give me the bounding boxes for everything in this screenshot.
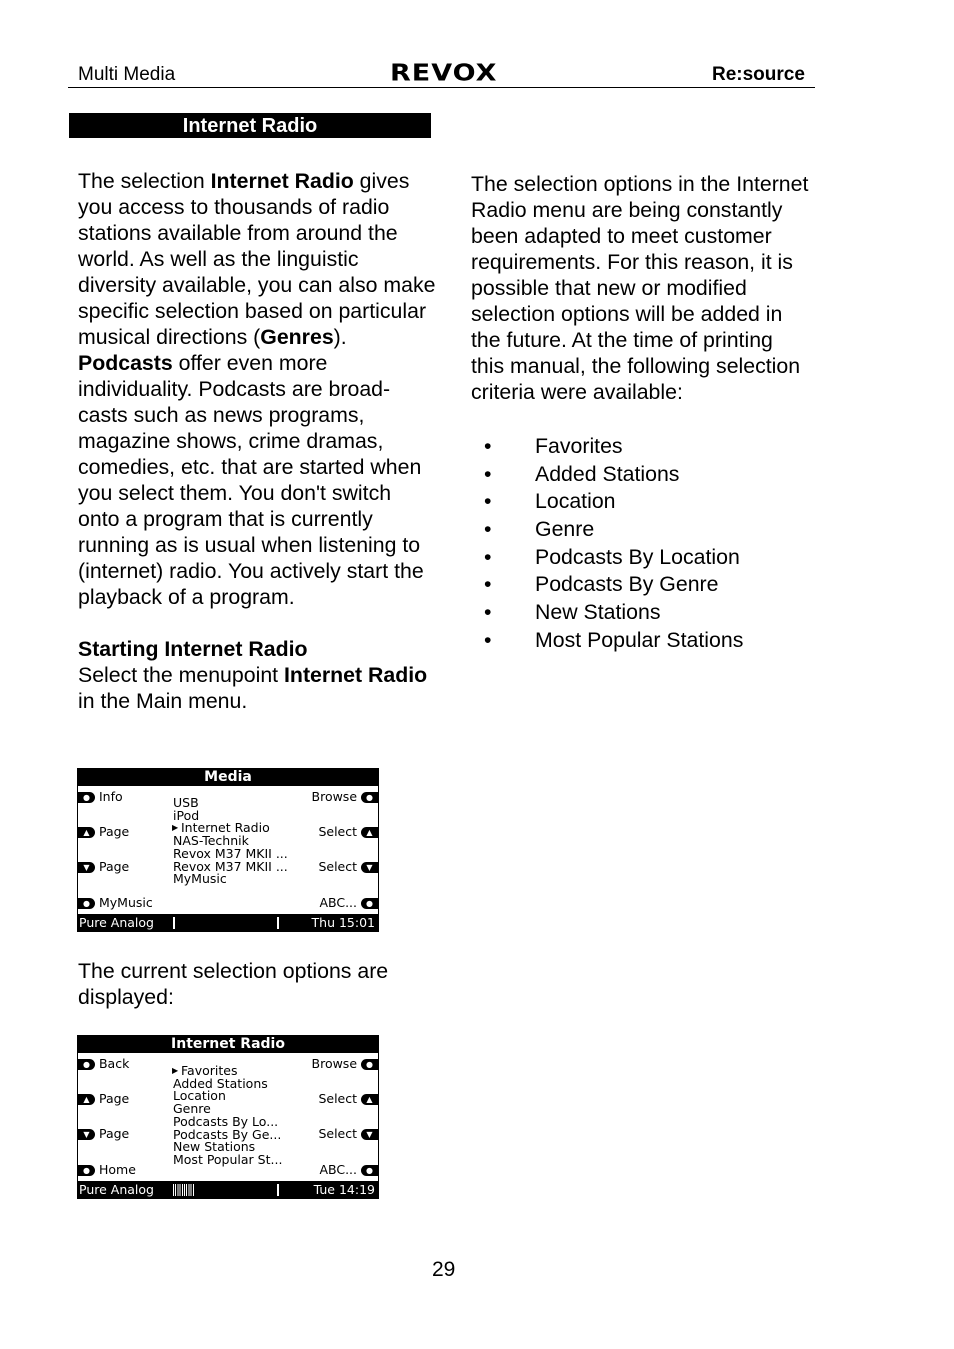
softkey-select-up: Select ▲	[318, 1092, 378, 1106]
softkey-page-down: ▼ Page	[78, 1127, 129, 1141]
circle-key-icon: ●	[361, 1059, 378, 1070]
podcasts-paragraph: Podcasts offer even more individuality. Podcasts are broad-casts such as news programs, magazine shows, crime dramas, comedies, etc. that are started when you select them. You don't switch onto a program that is currently running as is usual when listening to (internet) radio. You actively start the playback of a program.	[78, 351, 424, 609]
softkey-home: ● Home	[78, 1163, 136, 1177]
circle-key-icon: ●	[361, 1165, 378, 1176]
softkey-page-down: ▼ Page	[78, 860, 129, 874]
up-arrow-key-icon: ▲	[78, 827, 95, 838]
softkey-page-up: ▲ Page	[78, 1092, 129, 1106]
circle-key-icon: ●	[78, 898, 95, 909]
softkey-page-up: ▲ Page	[78, 825, 129, 839]
up-arrow-key-icon: ▲	[78, 1094, 95, 1105]
right-column	[471, 171, 811, 405]
circle-key-icon: ●	[78, 1165, 95, 1176]
list-item: • Genre	[484, 517, 595, 542]
up-arrow-key-icon: ▲	[361, 827, 378, 838]
softkey-back: ● Back	[78, 1057, 129, 1071]
internet-radio-screen	[77, 1035, 379, 1199]
options-paragraph: The selection options in the Internet Radio menu are being constantly been adapted to meet customer requirements. For this reason, it is possible that new or modified selection options will be added in the future. At the time of printing this manual, the following selection criteria were available:	[471, 172, 809, 404]
menu-item-selected: ▶ Favorites	[173, 1065, 282, 1078]
circle-key-icon: ●	[361, 898, 378, 909]
list-item: • Podcasts By Location	[484, 544, 740, 569]
menu-item: Podcasts By Lo...	[173, 1113, 279, 1129]
header-right: Re:source	[712, 64, 805, 85]
softkey-browse: Browse ●	[312, 1057, 379, 1071]
level-marker	[173, 917, 175, 929]
media-menu	[173, 797, 288, 886]
media-screen	[77, 768, 379, 932]
section-title-bar: Internet Radio	[69, 113, 431, 138]
list-item: • Most Popular Stations	[484, 627, 744, 652]
menu-item: Added Stations	[173, 1075, 268, 1091]
down-arrow-key-icon: ▼	[361, 1129, 378, 1140]
up-arrow-key-icon: ▲	[361, 1094, 378, 1105]
softkey-abc: ABC... ●	[319, 1163, 378, 1177]
menu-item: Genre	[173, 1101, 211, 1117]
screen-caption: The current selection options are displayed:	[78, 959, 389, 1009]
softkey-select-down: Select ▼	[318, 860, 378, 874]
selection-options-list	[484, 433, 743, 655]
menu-item: Most Popular St...	[173, 1151, 283, 1167]
menu-item: MyMusic	[173, 871, 227, 887]
header-rule	[68, 87, 815, 88]
softkey-abc: ABC... ●	[319, 896, 378, 910]
softkey-mymusic: ● MyMusic	[78, 896, 153, 910]
menu-item: Podcasts By Ge...	[173, 1126, 282, 1142]
menu-item: Revox M37 MKII ...	[173, 845, 288, 861]
softkey-select-up: Select ▲	[318, 825, 378, 839]
down-arrow-key-icon: ▼	[78, 862, 95, 873]
list-item: • Added Stations	[484, 461, 680, 486]
softkey-info: ● Info	[78, 790, 123, 804]
menu-item: Location	[173, 1088, 226, 1104]
menu-item: iPod	[173, 807, 200, 823]
status-bar: Pure Analog Thu 15:01	[79, 915, 375, 930]
starting-heading: Starting Internet Radio	[78, 637, 308, 661]
softkey-select-down: Select ▼	[318, 1127, 378, 1141]
list-item: • Podcasts By Genre	[484, 572, 719, 597]
page-number: 29	[432, 1258, 456, 1281]
menu-item: USB	[173, 795, 199, 810]
circle-key-icon: ●	[361, 792, 378, 803]
header-left: Multi Media	[78, 64, 176, 85]
left-column	[78, 168, 438, 714]
menu-item: Revox M37 MKII ...	[173, 858, 288, 874]
screen-title: Internet Radio	[171, 1036, 285, 1052]
menu-item: NAS-Technik	[173, 833, 249, 849]
revox-logo: REVOX	[390, 60, 498, 87]
list-item: • New Stations	[484, 600, 661, 625]
circle-key-icon: ●	[78, 792, 95, 803]
softkey-browse: Browse ●	[312, 790, 379, 804]
down-arrow-key-icon: ▼	[78, 1129, 95, 1140]
list-item: • Location	[484, 489, 616, 514]
list-item: • Favorites	[484, 434, 623, 458]
menu-item-selected: ▶ Internet Radio	[173, 822, 288, 835]
status-bar: Pure Analog Tue 14:19	[79, 1182, 375, 1197]
starting-paragraph: Select the menupoint Internet Radio in the Main menu.	[78, 663, 428, 713]
circle-key-icon: ●	[78, 1059, 95, 1070]
level-marker	[277, 1184, 279, 1196]
level-marker	[277, 917, 279, 929]
menu-item: New Stations	[173, 1139, 256, 1155]
intro-paragraph: The selection Internet Radio gives you access to thousands of radio stations available from around the world. As well as the linguistic diversity available, you can also make specific selection based on particular musical directions (Genres).	[78, 169, 436, 349]
down-arrow-key-icon: ▼	[361, 862, 378, 873]
screen-title: Media	[204, 769, 252, 785]
level-meter	[173, 1184, 195, 1196]
internet-radio-menu	[173, 1065, 282, 1167]
